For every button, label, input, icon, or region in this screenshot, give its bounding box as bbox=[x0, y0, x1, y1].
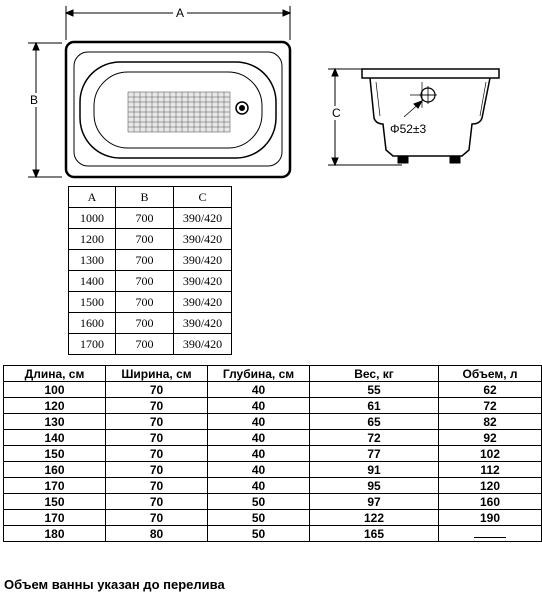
spec-table-row bbox=[4, 414, 542, 430]
spec-table-row bbox=[4, 398, 542, 414]
dimension-table-cell: 700 bbox=[116, 208, 174, 229]
spec-table bbox=[3, 365, 542, 542]
spec-table-cell: 100 bbox=[4, 382, 106, 398]
spec-table-cell: 70 bbox=[106, 398, 208, 414]
dimension-table-row bbox=[69, 229, 232, 250]
spec-table-row bbox=[4, 526, 542, 542]
dimension-table-cell: 700 bbox=[116, 229, 174, 250]
spec-table-row bbox=[4, 462, 542, 478]
spec-table-cell: 72 bbox=[439, 398, 542, 414]
spec-table-cell: 70 bbox=[106, 382, 208, 398]
spec-table-cell: 65 bbox=[310, 414, 439, 430]
spec-table-cell: 180 bbox=[4, 526, 106, 542]
spec-table-cell: 91 bbox=[310, 462, 439, 478]
spec-table-cell: 40 bbox=[208, 478, 310, 494]
spec-table-cell: 40 bbox=[208, 462, 310, 478]
spec-table-cell: 72 bbox=[310, 430, 439, 446]
bathtub-technical-drawing bbox=[0, 0, 542, 185]
dimension-b bbox=[28, 43, 62, 177]
spec-header-depth: Глубина, см bbox=[208, 366, 310, 382]
anti-slip-grid bbox=[128, 92, 230, 132]
spec-table-cell bbox=[439, 526, 542, 542]
spec-table-cell: 77 bbox=[310, 446, 439, 462]
spec-table-cell: 70 bbox=[106, 446, 208, 462]
dimension-table-row bbox=[69, 313, 232, 334]
label-b: B bbox=[30, 93, 39, 107]
overflow-hole-icon bbox=[404, 86, 437, 117]
dimension-table-row bbox=[69, 208, 232, 229]
spec-table-cell: 61 bbox=[310, 398, 439, 414]
dimension-table-cell: 1400 bbox=[69, 271, 116, 292]
label-c: C bbox=[332, 106, 341, 120]
dimension-table-cell: 1600 bbox=[69, 313, 116, 334]
dimension-table-row bbox=[69, 334, 232, 355]
spec-table-cell: 70 bbox=[106, 462, 208, 478]
spec-table-cell: 190 bbox=[439, 510, 542, 526]
dimension-table-cell: 1700 bbox=[69, 334, 116, 355]
spec-table-cell: 97 bbox=[310, 494, 439, 510]
spec-table-cell: 92 bbox=[439, 430, 542, 446]
spec-header-volume: Объем, л bbox=[439, 366, 542, 382]
dimension-table-cell: 1200 bbox=[69, 229, 116, 250]
spec-table-cell: 40 bbox=[208, 414, 310, 430]
spec-table-cell: 165 bbox=[310, 526, 439, 542]
spec-table-cell: 40 bbox=[208, 382, 310, 398]
dim-header-c: C bbox=[174, 187, 232, 208]
dimension-table-cell: 390/420 bbox=[174, 292, 232, 313]
dimension-table-row bbox=[69, 250, 232, 271]
dimension-table-row bbox=[69, 292, 232, 313]
dimension-table-cell: 390/420 bbox=[174, 313, 232, 334]
dimension-table-cell: 700 bbox=[116, 271, 174, 292]
dimension-table-cell: 390/420 bbox=[174, 250, 232, 271]
spec-table-cell: 40 bbox=[208, 446, 310, 462]
spec-table-row bbox=[4, 382, 542, 398]
spec-table-cell: 50 bbox=[208, 510, 310, 526]
spec-table-cell: 150 bbox=[4, 446, 106, 462]
spec-header-width: Ширина, см bbox=[106, 366, 208, 382]
dimension-table-cell: 390/420 bbox=[174, 271, 232, 292]
spec-table-cell: 82 bbox=[439, 414, 542, 430]
spec-table-cell: 120 bbox=[4, 398, 106, 414]
spec-table-cell: 130 bbox=[4, 414, 106, 430]
dimension-table-cell: 700 bbox=[116, 313, 174, 334]
dimension-table-cell: 1000 bbox=[69, 208, 116, 229]
dim-header-b: B bbox=[116, 187, 174, 208]
spec-table-cell: 70 bbox=[106, 494, 208, 510]
dimension-table bbox=[68, 186, 232, 355]
spec-table-cell: 55 bbox=[310, 382, 439, 398]
spec-header-weight: Вес, кг bbox=[310, 366, 439, 382]
spec-table-cell: 170 bbox=[4, 510, 106, 526]
spec-table-cell: 122 bbox=[310, 510, 439, 526]
spec-table-cell: 70 bbox=[106, 430, 208, 446]
dimension-table-cell: 700 bbox=[116, 292, 174, 313]
spec-table-cell: 160 bbox=[439, 494, 542, 510]
spec-table-row bbox=[4, 430, 542, 446]
hole-diameter-label: Φ52±3 bbox=[390, 122, 427, 136]
dim-header-a: A bbox=[69, 187, 116, 208]
label-a: A bbox=[175, 6, 185, 20]
spec-table-cell: 40 bbox=[208, 430, 310, 446]
empty-value-line bbox=[474, 528, 506, 538]
spec-table-cell: 70 bbox=[106, 478, 208, 494]
spec-table-row bbox=[4, 478, 542, 494]
spec-table-cell: 140 bbox=[4, 430, 106, 446]
spec-table-row bbox=[4, 510, 542, 526]
spec-table-row bbox=[4, 494, 542, 510]
spec-table-cell: 102 bbox=[439, 446, 542, 462]
spec-table-cell: 160 bbox=[4, 462, 106, 478]
spec-table-cell: 40 bbox=[208, 398, 310, 414]
dimension-table-header bbox=[69, 187, 232, 208]
drain-icon bbox=[236, 102, 248, 114]
spec-header-length: Длина, см bbox=[4, 366, 106, 382]
dimension-table-cell: 390/420 bbox=[174, 334, 232, 355]
dimension-table-row bbox=[69, 271, 232, 292]
dimension-table-cell: 1300 bbox=[69, 250, 116, 271]
volume-footnote: Объем ванны указан до перелива bbox=[4, 577, 225, 592]
spec-table-cell: 150 bbox=[4, 494, 106, 510]
spec-table-cell: 70 bbox=[106, 510, 208, 526]
spec-table-cell: 70 bbox=[106, 414, 208, 430]
spec-table-cell: 62 bbox=[439, 382, 542, 398]
spec-table-cell: 50 bbox=[208, 494, 310, 510]
spec-table-cell: 120 bbox=[439, 478, 542, 494]
spec-table-row bbox=[4, 446, 542, 462]
spec-table-cell: 80 bbox=[106, 526, 208, 542]
dimension-table-cell: 700 bbox=[116, 334, 174, 355]
dimension-table-cell: 390/420 bbox=[174, 229, 232, 250]
tub-side-view bbox=[362, 69, 499, 163]
spec-table-cell: 50 bbox=[208, 526, 310, 542]
dimension-table-cell: 390/420 bbox=[174, 208, 232, 229]
dimension-table-cell: 700 bbox=[116, 250, 174, 271]
dimension-table-cell: 1500 bbox=[69, 292, 116, 313]
spec-table-cell: 170 bbox=[4, 478, 106, 494]
spec-table-cell: 112 bbox=[439, 462, 542, 478]
spec-table-header bbox=[4, 366, 542, 382]
spec-table-cell: 95 bbox=[310, 478, 439, 494]
